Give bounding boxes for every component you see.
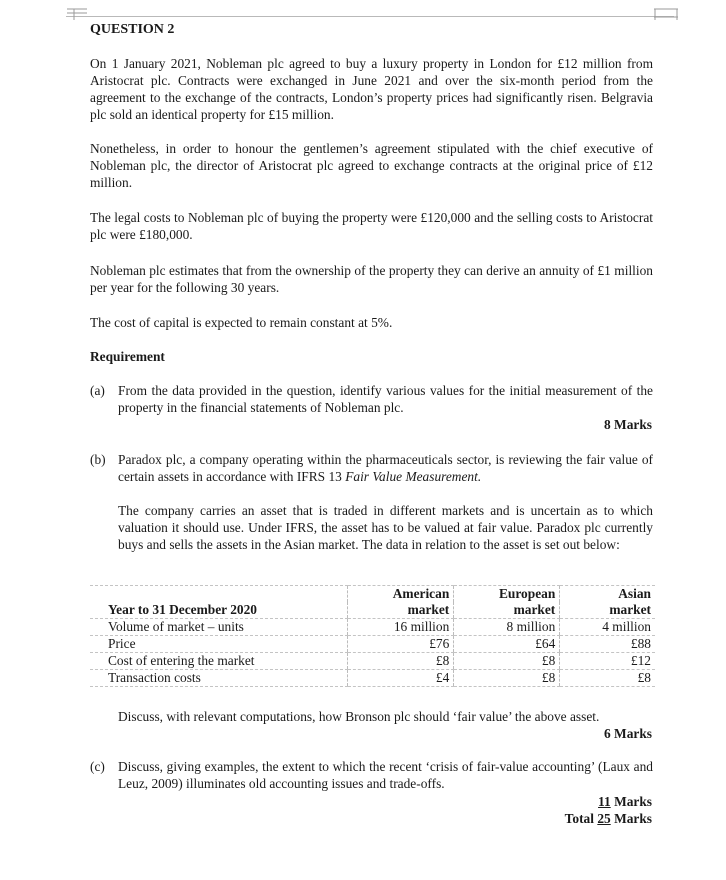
row-label: Transaction costs <box>90 670 348 687</box>
requirement-heading: Requirement <box>90 349 165 364</box>
part-b-marks: 6 Marks <box>604 726 652 741</box>
part-c-marks <box>598 793 652 810</box>
table-row <box>90 619 655 636</box>
cell: £4 <box>348 670 454 687</box>
total-marks <box>565 810 652 827</box>
cell: 8 million <box>454 619 560 636</box>
col-header-1-line2: market <box>348 602 454 619</box>
cell: £64 <box>454 636 560 653</box>
table-row <box>90 636 655 653</box>
table-row <box>90 670 655 687</box>
part-b-label: (b) <box>90 452 106 467</box>
cell: £8 <box>348 653 454 670</box>
part-c-marks-word: Marks <box>614 794 652 809</box>
row-label: Volume of market – units <box>90 619 348 636</box>
cell: £8 <box>454 653 560 670</box>
col-header-2-line1: European <box>454 586 560 603</box>
part-c-label: (c) <box>90 759 105 774</box>
total-label: Total <box>564 811 594 826</box>
total-number: 25 <box>597 811 611 826</box>
part-c <box>90 758 653 792</box>
part-b-text-2: The company carries an asset that is traded in different markets and is uncertain as to which valuation it should use. Under IFRS, the asset has to be valued at fair value. Paradox plc currently buys and sells the assets in the Asian market. The data in relation to the asset is set out below: <box>118 503 653 552</box>
cell: £76 <box>348 636 454 653</box>
table-header-row-1 <box>90 586 655 603</box>
cell: £88 <box>560 636 655 653</box>
cell: £8 <box>560 670 655 687</box>
market-data-table <box>90 585 655 687</box>
part-a-text: From the data provided in the question, identify various values for the initial measurement of the property in the financial statements of Nobleman plc. <box>118 383 653 415</box>
paragraph-5: The cost of capital is expected to remain constant at 5%. <box>90 315 393 330</box>
part-a <box>90 382 653 416</box>
row-label: Price <box>90 636 348 653</box>
total-marks-word: Marks <box>614 811 652 826</box>
paragraph-3: The legal costs to Nobleman plc of buying the property were £120,000 and the selling costs to Aristocrat plc were £180,000. <box>90 210 653 242</box>
table-header-row-2 <box>90 602 655 619</box>
col-header-3-line1: Asian <box>560 586 655 603</box>
top-rule <box>66 16 674 17</box>
paragraph-4: Nobleman plc estimates that from the ownership of the property they can derive an annuity of £1 million per year for the following 30 years. <box>90 263 653 295</box>
col-header-2-line2: market <box>454 602 560 619</box>
col-header-3-line2: market <box>560 602 655 619</box>
page-corner-left-icon <box>66 7 88 21</box>
question-title: QUESTION 2 <box>90 22 175 37</box>
page-corner-right-icon <box>653 7 679 21</box>
year-label: Year to 31 December 2020 <box>90 602 348 619</box>
paragraph-2: Nonetheless, in order to honour the gentlemen’s agreement stipulated with the chief executive of Nobleman plc, the director of Aristocrat plc agreed to exchange contracts at the original price of £12 million. <box>90 141 653 190</box>
table-row <box>90 653 655 670</box>
part-c-marks-number: 11 <box>598 794 611 809</box>
part-b-discuss-text: Discuss, with relevant computations, how Bronson plc should ‘fair value’ the above asset. <box>118 709 600 724</box>
cell: 4 million <box>560 619 655 636</box>
cell: 16 million <box>348 619 454 636</box>
part-b-standard-name: Fair Value Measurement. <box>345 469 482 484</box>
part-b <box>90 451 653 485</box>
cell: £8 <box>454 670 560 687</box>
part-c-text: Discuss, giving examples, the extent to which the recent ‘crisis of fair-value accounting’ (Laux and Leuz, 2009) illuminates old accounting issues and trade-offs. <box>118 759 653 791</box>
part-b-text <box>118 451 653 485</box>
part-b-text-main: Paradox plc, a company operating within the pharmaceuticals sector, is reviewing the fair value of certain assets in accordance with IFRS 13 <box>118 452 653 484</box>
row-label: Cost of entering the market <box>90 653 348 670</box>
col-header-1-line1: American <box>348 586 454 603</box>
cell: £12 <box>560 653 655 670</box>
part-a-label: (a) <box>90 383 105 398</box>
part-b-context <box>90 502 653 553</box>
paragraph-1: On 1 January 2021, Nobleman plc agreed to buy a luxury property in London for £12 million from Aristocrat plc. Contracts were exchanged in June 2021 and over the six-month period from the agreement to the exchange of the contracts, London’s property prices had significantly risen. Belgravia plc sold an identical property for £15 million. <box>90 56 653 122</box>
part-a-marks: 8 Marks <box>604 417 652 432</box>
part-b-discuss <box>90 708 653 725</box>
